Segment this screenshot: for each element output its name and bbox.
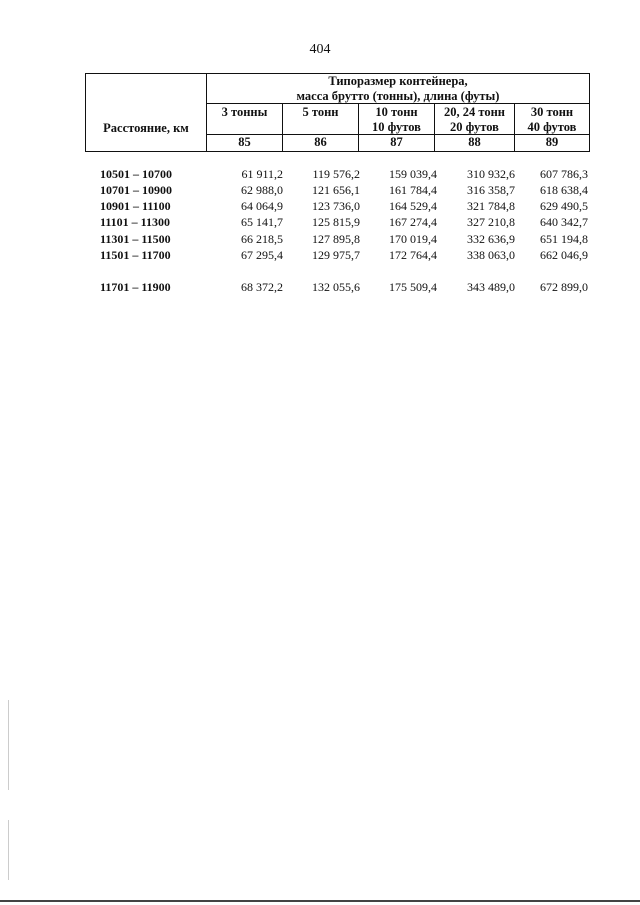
scan-mark — [8, 820, 9, 880]
table-cell: 618 638,4 — [540, 183, 588, 197]
table-cell: 607 786,3 — [540, 167, 588, 181]
column-header-line2: 10 футов — [372, 120, 421, 134]
table-cell: 61 911,2 — [241, 167, 283, 181]
table-cell: 316 358,7 — [467, 183, 515, 197]
column-header-line1: 30 тонн — [530, 105, 574, 119]
table-cell: 167 274,4 — [389, 215, 437, 229]
column-header — [207, 105, 282, 120]
column-header-line2: 40 футов — [527, 120, 577, 134]
table-cell: 132 055,6 — [312, 280, 360, 294]
row-range: 10501 – 10700 — [100, 167, 172, 181]
group-title-line2: масса брутто (тонны), длина (футы) — [296, 89, 500, 103]
column-header — [435, 105, 514, 135]
table-cell: 343 489,0 — [467, 280, 515, 294]
table-cell: 175 509,4 — [389, 280, 437, 294]
table-cell: 67 295,4 — [241, 248, 283, 262]
group-title — [207, 74, 589, 104]
row-range: 10901 – 11100 — [100, 199, 171, 213]
column-header-line1: 10 тонн — [375, 105, 418, 119]
table-cell: 129 975,7 — [312, 248, 360, 262]
column-header-line2: 20 футов — [450, 120, 499, 134]
table-cell: 127 895,8 — [312, 232, 360, 246]
column-header-line1: 20, 24 тонн — [443, 105, 505, 119]
table-cell: 164 529,4 — [389, 199, 437, 213]
table-cell: 338 063,0 — [467, 248, 515, 262]
column-header-line1: 3 тонны — [221, 105, 268, 119]
table-cell: 65 141,7 — [241, 215, 283, 229]
table-cell: 125 815,9 — [312, 215, 360, 229]
column-code: 85 — [238, 135, 251, 149]
distance-label: Расстояние, км — [103, 121, 189, 135]
table-cell: 123 736,0 — [312, 199, 360, 213]
table-header — [85, 73, 590, 152]
column-code: 86 — [314, 135, 327, 149]
table-cell: 332 636,9 — [467, 232, 515, 246]
table-cell: 672 899,0 — [540, 280, 588, 294]
column-header-line1: 5 тонн — [302, 105, 339, 119]
table-cell: 640 342,7 — [540, 215, 588, 229]
table-cell: 119 576,2 — [312, 167, 360, 181]
scan-mark — [8, 700, 9, 790]
group-title-line1: Типоразмер контейнера, — [328, 74, 468, 88]
row-range: 11101 – 11300 — [100, 215, 171, 229]
column-header — [359, 105, 434, 135]
table-cell: 121 656,1 — [312, 183, 360, 197]
table-cell: 651 194,8 — [540, 232, 588, 246]
table-cell: 62 988,0 — [241, 183, 283, 197]
table-cell: 321 784,8 — [467, 199, 515, 213]
scan-edge — [0, 900, 640, 902]
column-header — [283, 105, 358, 120]
table-cell: 64 064,9 — [241, 199, 283, 213]
table-cell: 172 764,4 — [389, 248, 437, 262]
column-header — [515, 105, 589, 135]
column-code: 89 — [545, 135, 559, 149]
table-cell: 310 932,6 — [467, 167, 515, 181]
table-cell: 629 490,5 — [540, 199, 588, 213]
table-cell: 159 039,4 — [389, 167, 437, 181]
table-cell: 327 210,8 — [467, 215, 515, 229]
column-code: 87 — [390, 135, 403, 149]
table-cell: 161 784,4 — [389, 183, 437, 197]
table-cell: 66 218,5 — [241, 232, 283, 246]
row-range: 10701 – 10900 — [100, 183, 172, 197]
table-cell: 170 019,4 — [389, 232, 437, 246]
row-range: 11301 – 11500 — [100, 232, 171, 246]
table-cell: 662 046,9 — [540, 248, 588, 262]
row-range: 11701 – 11900 — [100, 280, 171, 294]
table-cell: 68 372,2 — [241, 280, 283, 294]
column-code: 88 — [468, 135, 481, 149]
row-range: 11501 – 11700 — [100, 248, 171, 262]
page-number: 404 — [309, 42, 331, 57]
